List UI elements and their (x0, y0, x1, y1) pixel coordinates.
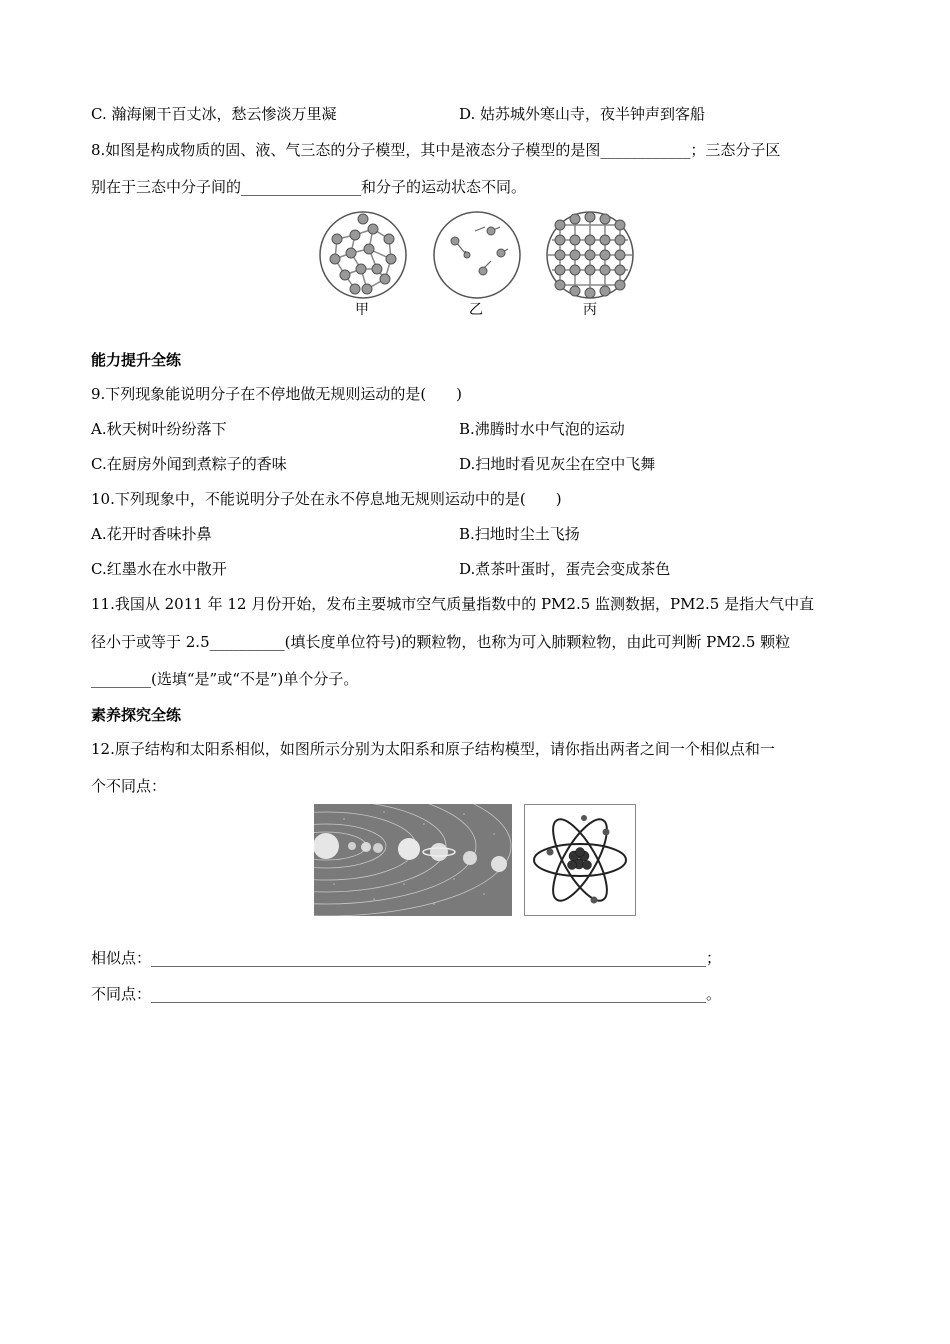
q11-stem-line2: 径小于或等于 2.5__________(填长度单位符号)的颗粒物，也称为可入肺颗粒物，由此可判断 PM2.5 颗粒 (91, 633, 791, 651)
q12-stem-line2: 个不同点： (91, 777, 167, 795)
figure-label-jia: 甲 (355, 302, 369, 318)
figure-label-bing: 丙 (583, 302, 597, 318)
q7-option-c: C. 瀚海阑干百丈冰，愁云惨淡万里凝 (91, 105, 337, 123)
q12-similar-point: 相似点：__________________________________________________________________________； (91, 949, 722, 967)
section-title-literacy: 素养探究全练 (91, 706, 182, 724)
q11-stem-line3: ________(选填“是”或“不是”)单个分子。 (91, 670, 359, 688)
solar-system-image (314, 804, 512, 916)
figure-label-yi: 乙 (469, 302, 483, 318)
q11-stem-line1: 11.我国从 2011 年 12 月份开始，发布主要城市空气质量指数中的 PM2.5 监测数据，PM2.5 是指大气中直 (91, 595, 815, 613)
q7-option-d: D. 姑苏城外寒山寺，夜半钟声到客船 (459, 105, 706, 123)
q9-option-c: C.在厨房外闻到煮粽子的香味 (91, 455, 287, 473)
q10-option-d: D.煮茶叶蛋时，蛋壳会变成茶色 (459, 560, 671, 578)
q8-stem-line1: 8.如图是构成物质的固、液、气三态的分子模型，其中是液态分子模型的是图____________；三态分子区 (91, 141, 781, 159)
q10-option-b: B.扫地时尘土飞扬 (459, 525, 580, 543)
q10-option-a: A.花开时香味扑鼻 (91, 525, 212, 543)
q9-option-b: B.沸腾时水中气泡的运动 (459, 420, 625, 438)
atom-model-image (524, 804, 636, 916)
section-title-ability: 能力提升全练 (91, 351, 182, 369)
liquid-model (320, 212, 406, 298)
q12-stem-line1: 12.原子结构和太阳系相似，如图所示分别为太阳系和原子结构模型，请你指出两者之间一个相似点和一 (91, 740, 775, 758)
q12-different-point: 不同点：__________________________________________________________________________。 (91, 985, 722, 1003)
q9-option-a: A.秋天树叶纷纷落下 (91, 420, 227, 438)
gas-model (434, 212, 520, 298)
q9-stem: 9.下列现象能说明分子在不停地做无规则运动的是( ) (91, 385, 463, 403)
q8-stem-line2: 别在于三态中分子间的________________和分子的运动状态不同。 (91, 178, 527, 196)
q10-option-c: C.红墨水在水中散开 (91, 560, 227, 578)
solid-model (547, 212, 633, 298)
q9-option-d: D.扫地时看见灰尘在空中飞舞 (459, 455, 656, 473)
q10-stem: 10.下列现象中，不能说明分子处在永不停息地无规则运动中的是( ) (91, 490, 562, 508)
